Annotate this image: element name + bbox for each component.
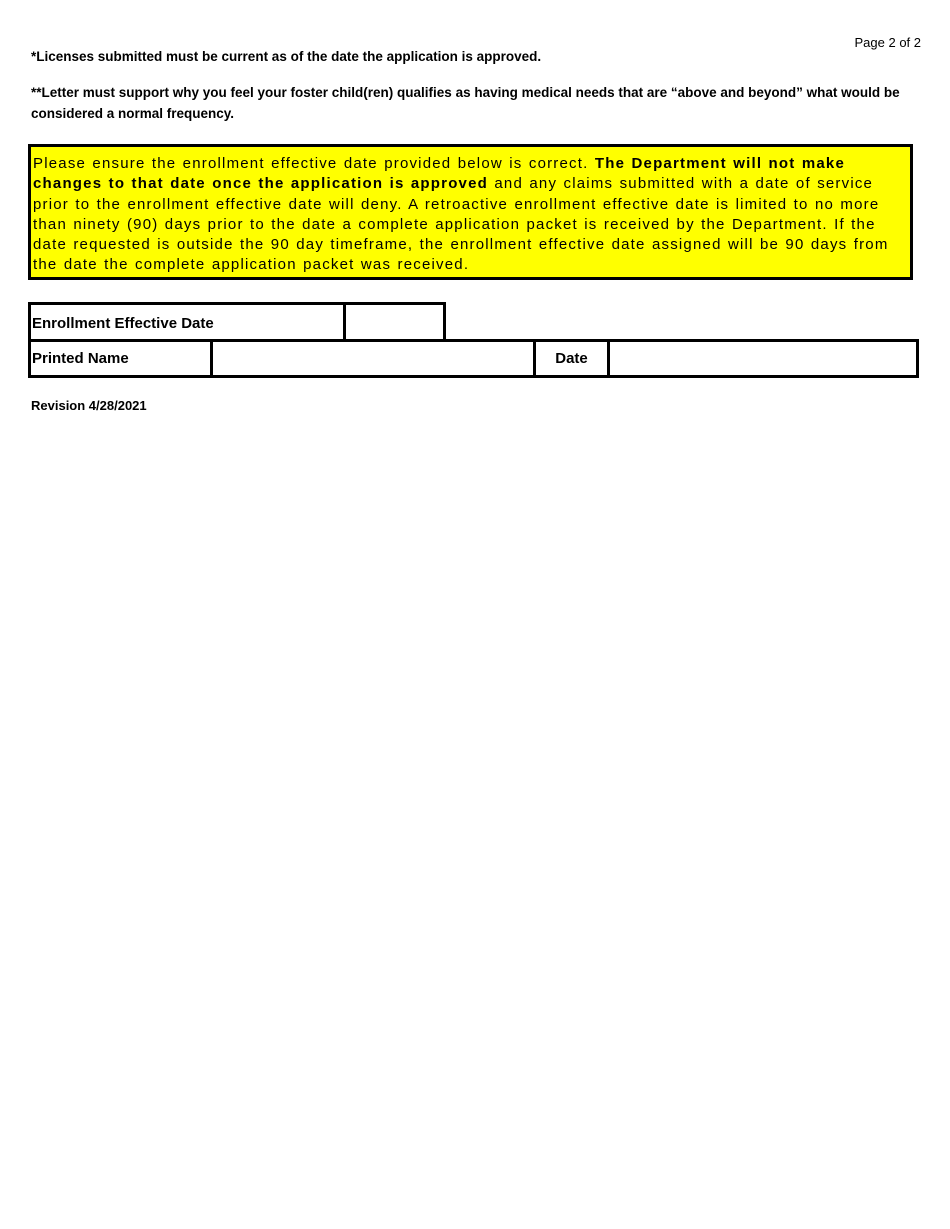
licenses-note: *Licenses submitted must be current as of the date the application is approved. <box>31 49 542 64</box>
date-label-cell <box>536 342 610 375</box>
enrollment-notice-box <box>28 144 913 280</box>
date-field[interactable] <box>610 342 916 375</box>
enrollment-date-label: Enrollment Effective Date <box>32 315 214 332</box>
notice-rest-text: and any claims submitted with a date of service prior to the enrollment effective date will deny. A retroactive enrollment effective date is limited to no more than ninety (90) days prior to the date a complete application packet is received by the Department. If the date requested is outside the 90 day timeframe, the enrollment effective date assigned will be 90 days from the date the complete application packet was received. <box>33 175 889 274</box>
date-label: Date <box>555 350 588 367</box>
printed-name-label-cell <box>31 342 213 375</box>
enrollment-date-label-cell <box>31 305 346 341</box>
signature-row <box>28 339 919 378</box>
printed-name-field[interactable] <box>213 342 536 375</box>
letter-note: **Letter must support why you feel your foster child(ren) qualifies as having medical needs that are “above and beyond” what would be considered a normal frequency. <box>31 85 900 121</box>
notice-bold-text: The Department will not make changes to that date once the application is approved <box>33 155 846 193</box>
enrollment-date-row <box>28 302 446 341</box>
printed-name-label: Printed Name <box>32 350 129 367</box>
enrollment-date-field[interactable] <box>346 305 443 341</box>
notice-intro-text: Please ensure the enrollment effective date provided below is correct. <box>33 155 595 172</box>
page-number: Page 2 of 2 <box>854 35 921 50</box>
revision-label: Revision 4/28/2021 <box>31 398 147 413</box>
